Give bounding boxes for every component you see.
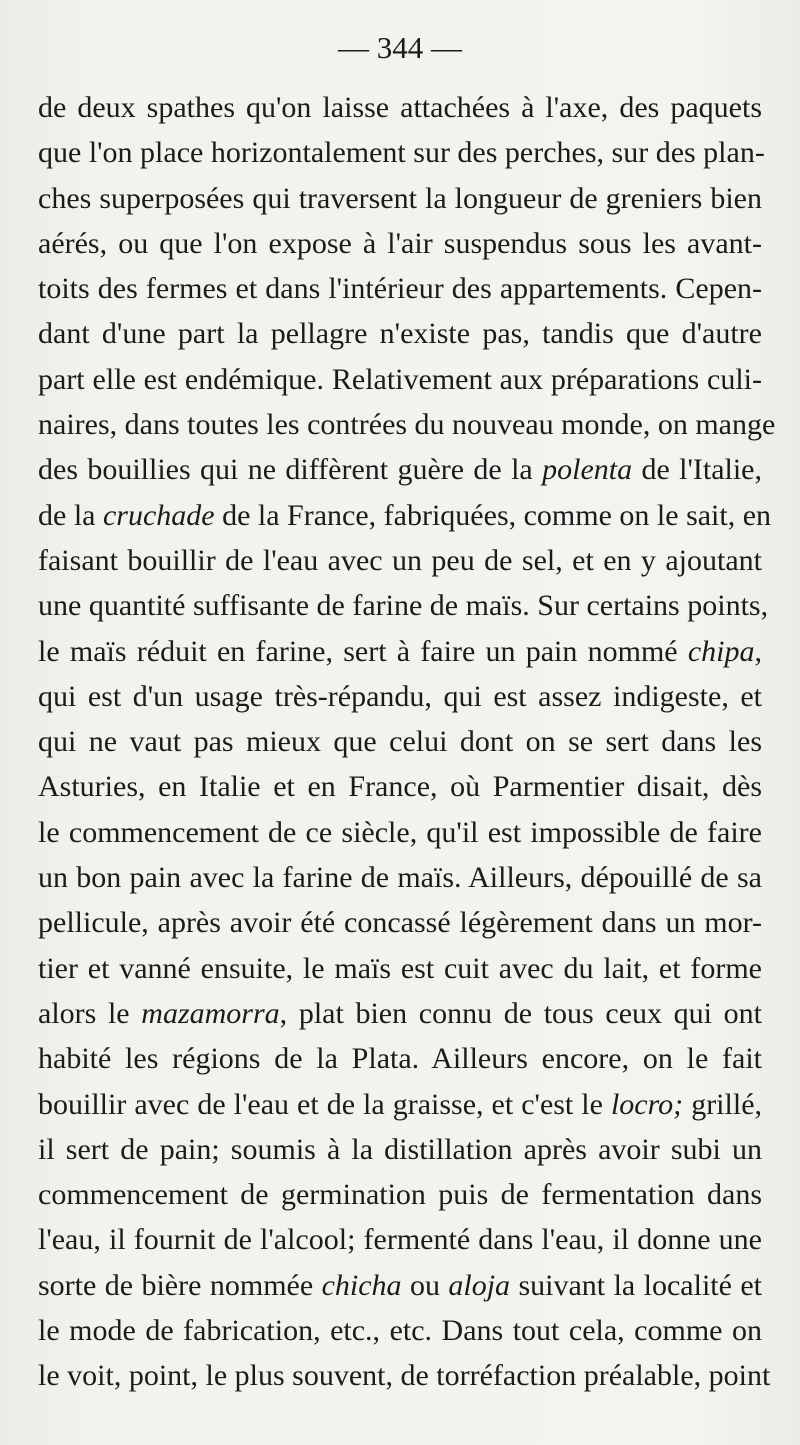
text-segment: des bouillies qui ne diffèrent guère de la — [38, 453, 543, 487]
text-line — [38, 719, 762, 764]
text-line — [38, 583, 769, 628]
text-segment: faisant bouillir de l'eau avec un peu de sel, et en y ajoutant — [38, 543, 762, 577]
text-segment: une quantité suffisante de farine de maïs. Sur certains points, — [38, 589, 769, 623]
text-segment: l'eau, il fournit de l'alcool; fermenté dans l'eau, il donne une — [38, 1223, 762, 1257]
text-line — [38, 900, 762, 945]
text-line — [38, 447, 762, 492]
text-segment: ches superposées qui traversent la longueur de greniers bien — [38, 181, 762, 215]
text-line — [38, 946, 762, 991]
text-line — [38, 357, 762, 402]
text-segment: , plat bien connu de tous ceux qui ont — [279, 996, 763, 1030]
text-segment: de l'Italie, — [632, 453, 762, 487]
text-segment: le maïs réduit en farine, sert à faire un pain nommé — [38, 634, 688, 668]
text-segment: le commencement de ce siècle, qu'il est impossible de faire — [38, 815, 762, 849]
italic-term: mazamorra — [141, 996, 280, 1030]
text-segment: alors le — [38, 996, 142, 1030]
text-line — [38, 1217, 762, 1262]
text-segment: sorte de bière nommée — [38, 1268, 322, 1302]
text-segment: de la — [38, 498, 103, 532]
italic-term: locro; — [610, 1087, 684, 1121]
text-segment: toits des fermes et dans l'intérieur des appartements. Cepen- — [38, 272, 762, 306]
text-line — [38, 176, 762, 221]
text-line — [38, 991, 762, 1036]
text-segment: habité les régions de la Plata. Ailleurs encore, on le fait — [38, 1042, 762, 1076]
text-segment: Asturies, en Italie et en France, où Parmentier disait, dès — [38, 770, 762, 804]
text-segment: qui ne vaut pas mieux que celui dont on se sert dans les — [38, 725, 762, 759]
text-segment: aérés, ou que l'on expose à l'air suspendus sous les avant- — [38, 226, 762, 260]
text-segment: part elle est endémique. Relativement aux préparations culi- — [38, 362, 762, 396]
text-line — [38, 1036, 762, 1081]
text-segment: commencement de germination puis de fermentation dans — [38, 1178, 762, 1212]
text-segment: grillé, — [683, 1087, 763, 1121]
text-segment: le voit, point, le plus souvent, de torréfaction préalable, point — [38, 1359, 771, 1393]
text-line — [38, 1263, 762, 1308]
body-text — [38, 85, 776, 1399]
text-line — [38, 493, 772, 538]
text-segment: il sert de pain; soumis à la distillation après avoir subi un — [38, 1132, 762, 1166]
text-segment: pellicule, après avoir été concassé légèrement dans un mor- — [38, 906, 762, 940]
text-segment: , — [754, 634, 762, 668]
text-segment: ou — [401, 1268, 449, 1302]
text-line — [38, 85, 762, 130]
text-line — [38, 674, 762, 719]
text-line — [38, 221, 762, 266]
text-segment: un bon pain avec la farine de maïs. Ailleurs, dépouillé de sa — [38, 861, 762, 895]
text-line — [38, 130, 765, 175]
text-line — [38, 810, 762, 855]
italic-term: cruchade — [102, 498, 215, 532]
italic-term: aloja — [448, 1268, 511, 1302]
text-segment: naires, dans toutes les contrées du nouveau monde, on mange — [38, 408, 776, 442]
text-segment: bouillir avec de l'eau et de la graisse, et c'est le — [38, 1087, 611, 1121]
text-segment: qui est d'un usage très-répandu, qui est assez indigeste, et — [38, 679, 762, 713]
text-segment: de deux spathes qu'on laisse attachées à l'axe, des paquets — [38, 91, 762, 124]
text-segment: tier et vanné ensuite, le maïs est cuit avec du lait, et forme — [38, 951, 762, 985]
page-number: — 344 — — [338, 30, 462, 65]
text-line — [38, 1082, 762, 1127]
text-line — [38, 1308, 762, 1353]
italic-term: chicha — [321, 1268, 402, 1302]
text-line — [38, 855, 762, 900]
text-line — [38, 629, 762, 674]
text-line — [38, 402, 776, 447]
text-line — [38, 311, 762, 356]
text-segment: le mode de fabrication, etc., etc. Dans tout cela, comme on — [38, 1314, 762, 1348]
text-line — [38, 764, 762, 809]
text-line — [38, 1353, 771, 1398]
text-line — [38, 1172, 762, 1217]
italic-term: polenta — [542, 453, 633, 487]
text-segment: de la France, fabriquées, comme on le sait, en — [214, 498, 772, 532]
text-line — [38, 266, 762, 311]
text-line — [38, 1127, 762, 1172]
text-segment: dant d'une part la pellagre n'existe pas, tandis que d'autre — [38, 317, 762, 351]
text-segment: suivant la localité et — [510, 1268, 762, 1302]
italic-term: chipa — [687, 634, 755, 668]
text-line — [38, 538, 762, 583]
text-segment: que l'on place horizontalement sur des perches, sur des plan- — [38, 136, 765, 170]
